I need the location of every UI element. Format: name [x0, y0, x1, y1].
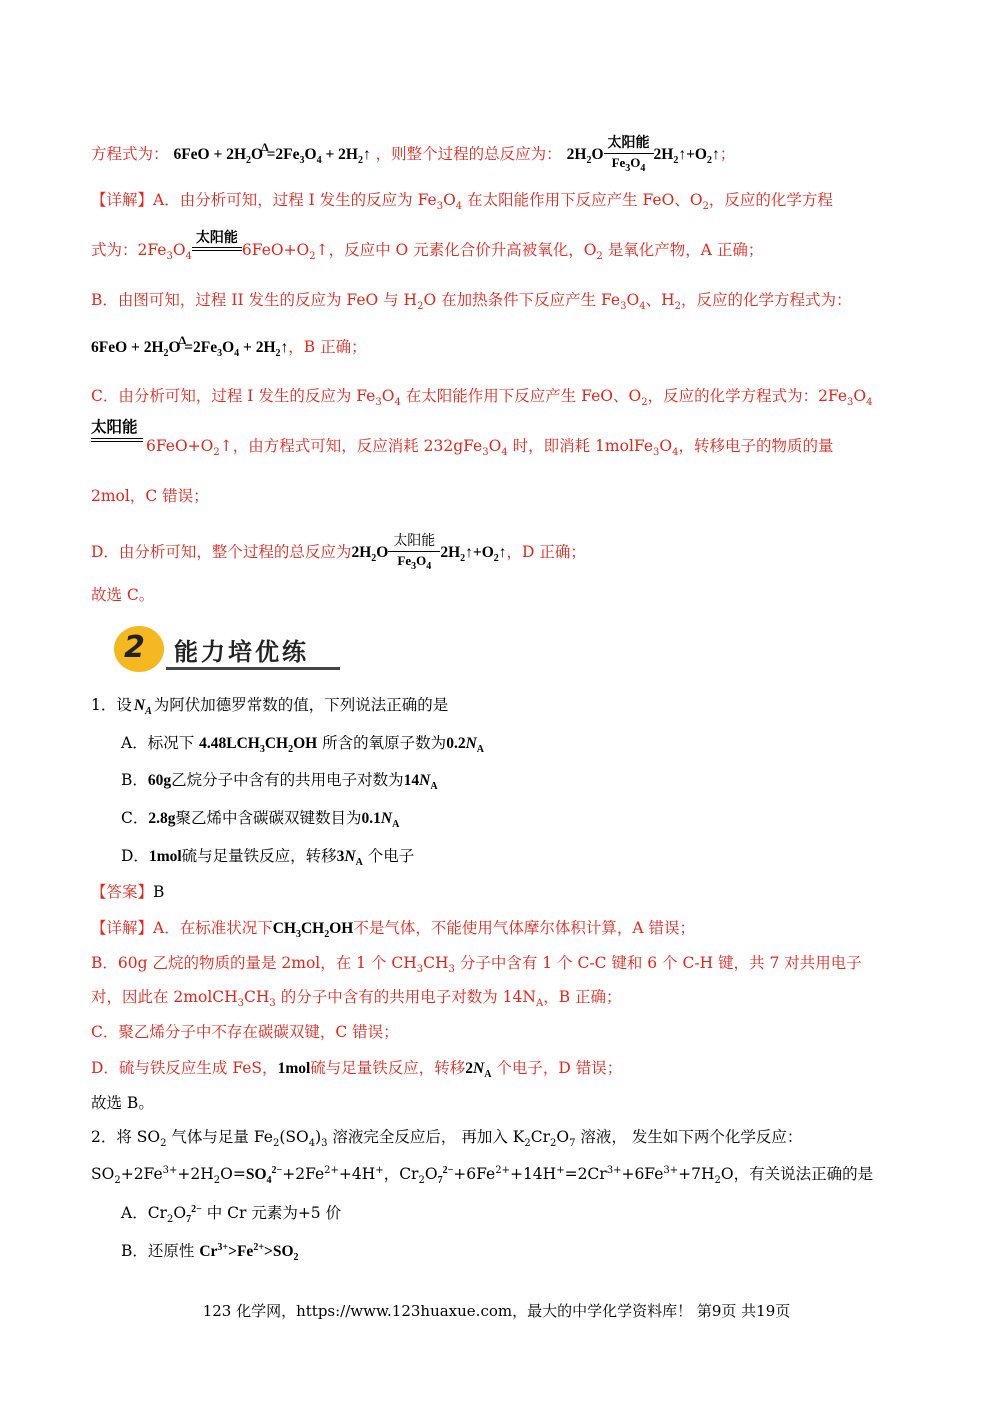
detail-b-line1: B．由图可知，过程 II 发生的反应为 FeO 与 $H_2O$ 在加热条件下反应产生 $Fe_3O_4$、$H_2$，反应的化学方程式为： [91, 291, 852, 312]
q1-option-a: A．标况下 $4.48LCH_3CH_2OH$ 所含的氧原子数为$0.2N_A$ [121, 734, 484, 755]
detail-a-line1: 【详解】A．由分析可知，过程 I 发生的反应为 $Fe_3O_4$ 在太阳能作用下反应产生 FeO、$O_2$，反应的化学方程 [91, 191, 833, 212]
total-reaction-line [91, 138, 735, 173]
q1-stem: 1．设 $N_A$ 为阿伏加德罗常数的值，下列说法正确的是 [91, 696, 449, 717]
banner-title: 能力培优练 [174, 638, 309, 666]
detail-label: 【详解】 [91, 191, 154, 209]
d-suffix: ，D 正确； [506, 543, 586, 562]
banner-underline [166, 667, 340, 670]
q2-option-a: A．$Cr_2O_7^{2-}$ 中 Cr 元素为+5 价 [121, 1204, 342, 1225]
total-equation: $2H_2O$ 太阳能 $Fe_3O_4$ $2H_2↑+O_2↑$ [566, 136, 720, 174]
q1-answer: 【答案】B [91, 883, 165, 901]
q1-detail-a: 【详解】A．在标准状况下$CH_3CH_2OH$不是气体，不能使用气体摩尔体积计算，A 错误； [91, 919, 695, 940]
equation-feo-h2o: $6FeO + 2H_2O^\Delta=2Fe_3O_4$ + $2H_2↑$ [173, 140, 371, 167]
q2-option-b: B．还原性 $Cr^{3+}>Fe^{2+}>SO_2$ [121, 1242, 299, 1263]
q2-stem1: 2．将 $SO_2$ 气体与足量 $Fe_2(SO_4)_3$ 溶液完全反应后， 再加入 $K_2Cr_2O_7$ 溶液， 发生如下两个化学反应： [91, 1128, 803, 1149]
page-footer: 123 化学网，https://www.123huaxue.com，最大的中学化学资料库！ 第9页 共19页 [202, 1302, 791, 1320]
q1-detail-b2: 对，因此在 $2molCH_3CH_3$ 的分子中含有的共用电子对数为 $14N_A$，B 正确； [91, 988, 622, 1009]
text-tail: ； [719, 145, 736, 164]
detail-c-line2: $6FeO+O_2↑$，由方程式可知，反应消耗 $232gFe_3O_4$ 时，即消耗 $1molFe_3O_4$，转移电子的物质的量 [146, 437, 834, 458]
q1-detail-d: D．硫与铁反应生成 FeS，1mol硫与足量铁反应，转移$2N_A$ 个电子，D 错误； [91, 1059, 623, 1080]
choose-c: 故选 C。 [91, 586, 155, 604]
q1-choose: 故选 B。 [91, 1094, 154, 1112]
banner-number: 2 [124, 630, 145, 665]
text-mid: ，则整个过程的总反应为： [375, 145, 562, 164]
detail-c-line3: 2mol，C 错误； [91, 487, 209, 505]
q1-option-b: B．60g乙烷分子中含有的共用电子对数为$14N_A$ [121, 771, 438, 792]
detail-d-line: D．由分析可知，整个过程的总反应为$2H_2O$ 太阳能 $Fe_3O_4$ $2H_2↑+O_2↑$，D 正确； [91, 534, 586, 572]
d-prefix: D．由分析可知，整个过程的总反应为 [91, 543, 352, 562]
b-suffix: ，B 正确； [288, 338, 367, 356]
q2-stem2: $SO_2+2Fe^{3+}+2H_2O=SO_4^{2-}+2Fe^{2+}+4H^+$，$Cr_2O_7^{2-}+6Fe^{2+}+14H^+=2Cr^{3+}+6Fe^{3+}+7H_2O$，有关说法正确的是 [91, 1165, 874, 1186]
q1-detail-b1: B．60g 乙烷的物质的量是 2mol，在 1 个 $CH_3CH_3$ 分子中含有 1 个 C-C 键和 6 个 C-H 键，共 7 对共用电子 [91, 954, 862, 975]
solar-condition: 太阳能 [91, 419, 138, 436]
text-prefix: 方程式为： [91, 145, 169, 164]
q1-detail-c: C．聚乙烯分子中不存在碳碳双键，C 错误； [91, 1023, 399, 1041]
section-banner [110, 626, 340, 672]
q1-option-c: C．2.8g聚乙烯中含碳碳双键数目为$0.1N_A$ [121, 809, 400, 830]
detail-b-line2: $6FeO + 2H_2O^\Delta=2Fe_3O_4$ + $2H_2↑$，B 正确； [91, 333, 367, 359]
q1-option-d: D．1mol硫与足量铁反应，转移$3N_A$ 个电子 [121, 847, 415, 868]
detail-c-line1: C．由分析可知，过程 I 发生的反应为 $Fe_3O_4$ 在太阳能作用下反应产生 FeO、$O_2$，反应的化学方程式为：$2Fe_3O_4$ [91, 387, 873, 408]
double-bar [91, 438, 143, 442]
detail-a-line2: 式为：$2Fe_3O_4$ 太阳能 $6FeO+O_2↑$，反应中 O 元素化合价升高被氧化，$O_2$ 是氧化产物，A 正确； [91, 230, 764, 262]
